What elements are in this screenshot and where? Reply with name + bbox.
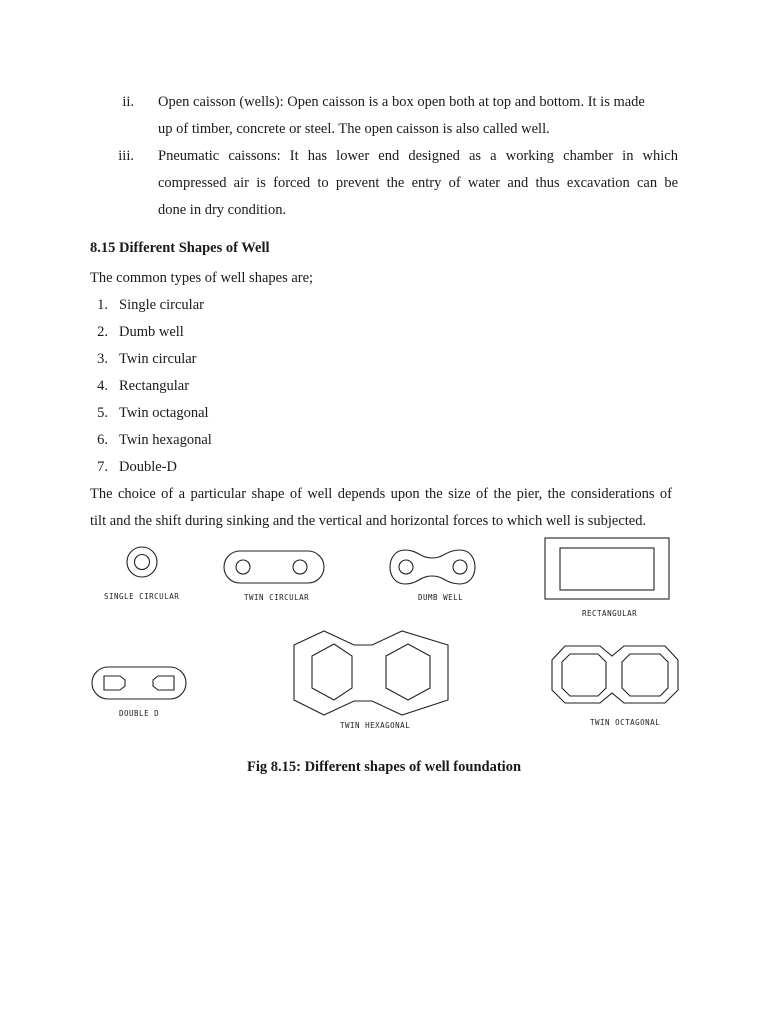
list-marker-iii: iii.	[118, 148, 134, 164]
label-twin-octagonal: TWIN OCTAGONAL	[590, 718, 661, 727]
shape-list-number: 2.	[97, 324, 108, 340]
twin-hexagonal-drawing	[294, 631, 448, 715]
list-marker-ii: ii.	[122, 94, 134, 110]
shape-list-item: Single circular	[119, 297, 204, 313]
list-item-iii-line-3: done in dry condition.	[158, 202, 287, 218]
shape-list-number: 7.	[97, 459, 108, 475]
figure-caption: Fig 8.15: Different shapes of well foundation	[246, 759, 522, 775]
shape-list-item: Twin hexagonal	[119, 432, 212, 448]
rectangular-drawing	[545, 538, 669, 599]
shape-list-number: 4.	[97, 378, 108, 394]
section-intro: The common types of well shapes are;	[90, 270, 314, 286]
shape-list-item: Double-D	[119, 459, 177, 475]
list-item-iii-line-1: Pneumatic caissons: It has lower end designed as a working chamber in which	[158, 148, 678, 164]
paragraph-line-2: tilt and the shift during sinking and the vertical and horizontal forces to which well is subjected.	[90, 513, 647, 529]
list-item-ii-line-2: up of timber, concrete or steel. The open caisson is also called well.	[158, 121, 550, 137]
shape-list-item: Dumb well	[119, 324, 184, 340]
twin-octagonal-drawing	[552, 646, 678, 703]
list-item-iii-line-2: compressed air is forced to prevent the entry of water and thus excavation can be	[158, 175, 678, 191]
well-shapes-figure	[0, 530, 768, 745]
shape-list-item: Rectangular	[119, 378, 190, 394]
list-item-ii-line-1: Open caisson (wells): Open caisson is a box open both at top and bottom. It is made	[158, 94, 645, 110]
shape-list-number: 5.	[97, 405, 108, 421]
label-twin-circular: TWIN CIRCULAR	[244, 593, 310, 602]
shape-list-number: 1.	[97, 297, 108, 313]
single-circular-drawing	[127, 547, 157, 577]
label-dumb-well: DUMB WELL	[418, 593, 464, 602]
shape-list-number: 6.	[97, 432, 108, 448]
section-heading: 8.15 Different Shapes of Well	[90, 240, 270, 256]
shape-list-item: Twin octagonal	[119, 405, 209, 421]
twin-circular-drawing	[224, 551, 324, 583]
label-twin-hexagonal: TWIN HEXAGONAL	[340, 721, 411, 730]
dumb-well-drawing	[390, 550, 475, 584]
double-d-drawing	[92, 667, 186, 699]
shape-list-item: Twin circular	[119, 351, 197, 367]
label-single-circular: SINGLE CIRCULAR	[104, 592, 180, 601]
shape-list-number: 3.	[97, 351, 108, 367]
paragraph-line-1: The choice of a particular shape of well depends upon the size of the pier, the considerations of	[90, 486, 672, 502]
label-rectangular: RECTANGULAR	[582, 609, 638, 618]
label-double-d: DOUBLE D	[119, 709, 160, 718]
